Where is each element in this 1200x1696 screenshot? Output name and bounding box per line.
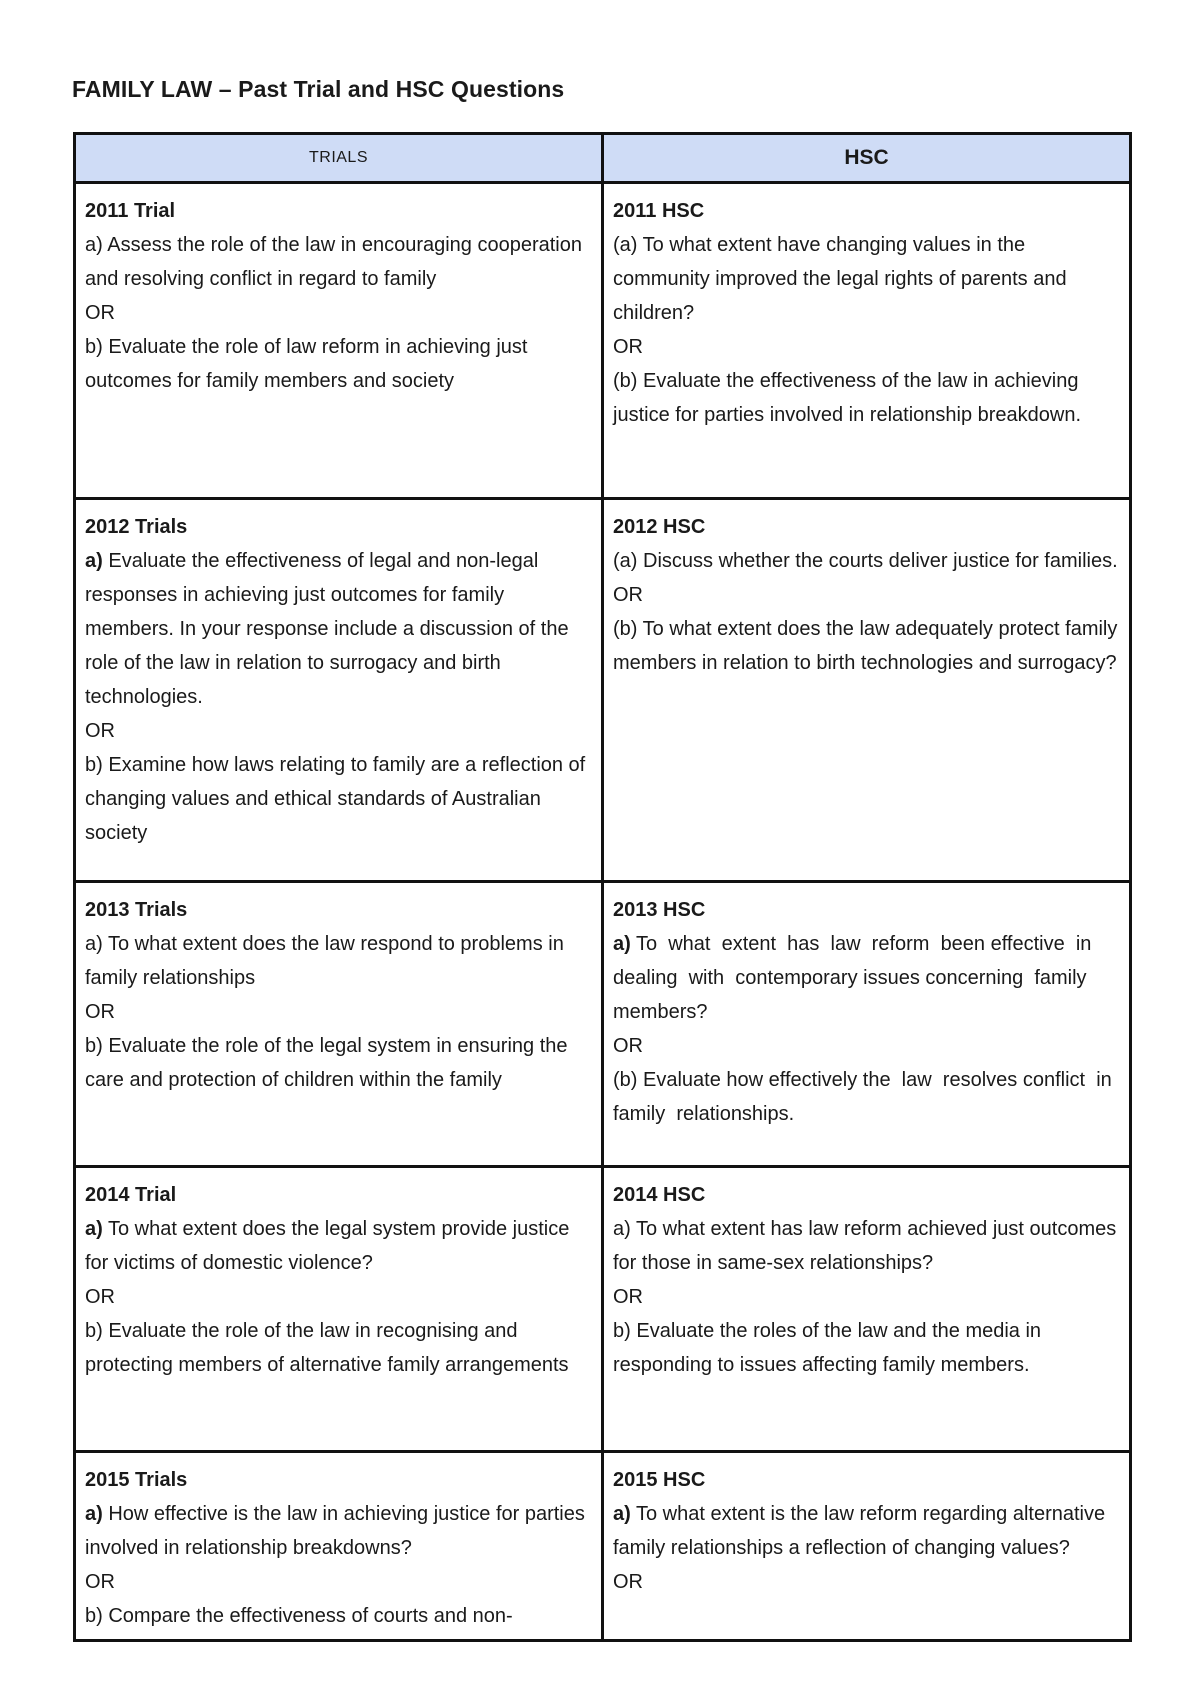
hsc-heading: 2014 HSC: [613, 1184, 706, 1206]
question-b: [85, 1314, 592, 1382]
question-label: b): [85, 754, 103, 776]
question-text: Evaluate the roles of the law and the media in responding to issues affecting family members.: [613, 1320, 1042, 1376]
table-row: [75, 183, 1131, 499]
table-row: [75, 1167, 1131, 1452]
question-a: [613, 1497, 1120, 1565]
or-separator: OR: [85, 302, 115, 324]
hsc-cell: [603, 183, 1131, 499]
or-separator: OR: [613, 336, 643, 358]
hsc-heading: 2011 HSC: [613, 200, 705, 222]
question-label: b): [85, 1605, 103, 1627]
question-text: Evaluate how effectively the law resolves conflict in family relationships.: [613, 1069, 1123, 1125]
hsc-cell: [603, 1167, 1131, 1452]
or-separator: OR: [85, 1571, 115, 1593]
question-label: b): [85, 1035, 103, 1057]
or-separator: OR: [613, 1571, 643, 1593]
trial-heading: 2012 Trials: [85, 516, 188, 538]
table-row: [75, 1452, 1131, 1641]
question-text: Assess the role of the law in encouraging cooperation and resolving conflict in regard to family: [85, 234, 582, 290]
question-text: To what extent does the law respond to problems in family relationships: [85, 933, 564, 989]
question-b: [613, 364, 1120, 432]
or-separator: OR: [613, 1286, 643, 1308]
question-text: How effective is the law in achieving justice for parties involved in relationship breakdowns?: [85, 1503, 585, 1559]
or-separator: OR: [85, 720, 115, 742]
question-label: a): [85, 550, 103, 572]
question-text: To what extent does the legal system provide justice for victims of domestic violence?: [85, 1218, 570, 1274]
question-label: a): [85, 234, 103, 256]
question-text: To what extent is the law reform regarding alternative family relationships a reflection of changing values?: [613, 1503, 1106, 1559]
hsc-cell: [603, 1452, 1131, 1641]
hsc-cell: [603, 882, 1131, 1167]
question-text: To what extent has law reform achieved just outcomes for those in same-sex relationships?: [613, 1218, 1117, 1274]
question-b: [613, 1063, 1123, 1131]
hsc-heading: 2013 HSC: [613, 899, 706, 921]
question-a: [85, 1497, 592, 1565]
question-b: [85, 1599, 592, 1633]
trial-heading: 2014 Trial: [85, 1184, 177, 1206]
question-a: [85, 544, 592, 714]
hsc-heading: 2012 HSC: [613, 516, 706, 538]
question-label: a): [613, 1503, 631, 1525]
question-label: b): [613, 1320, 631, 1342]
question-text: Examine how laws relating to family are a reflection of changing values and ethical standards of Australian society: [85, 754, 586, 844]
hsc-cell: [603, 499, 1131, 882]
trial-cell: [75, 499, 603, 882]
question-text: Evaluate the effectiveness of the law in achieving justice for parties involved in relationship breakdown.: [613, 370, 1082, 426]
question-b: [613, 1314, 1120, 1382]
table-row: [75, 499, 1131, 882]
question-label: (b): [613, 370, 638, 392]
table-row: [75, 882, 1131, 1167]
table-header-row: [75, 134, 1131, 183]
question-text: To what extent does the law adequately protect family members in relation to birth technologies and surrogacy?: [613, 618, 1118, 674]
question-b: [85, 1029, 592, 1097]
question-text: To what extent has law reform been effective in dealing with contemporary issues concerning family members?: [613, 933, 1103, 1023]
or-separator: OR: [613, 1035, 643, 1057]
question-label: a): [85, 1503, 103, 1525]
question-text: Evaluate the role of the law in recognising and protecting members of alternative family arrangements: [85, 1320, 569, 1376]
question-text: To what extent have changing values in the community improved the legal rights of parents and children?: [613, 234, 1067, 324]
hsc-heading: 2015 HSC: [613, 1469, 706, 1491]
trial-cell: [75, 1452, 603, 1641]
question-text: Evaluate the role of law reform in achieving just outcomes for family members and society: [85, 336, 528, 392]
trial-cell: [75, 882, 603, 1167]
question-a: [613, 544, 1120, 578]
questions-table: [73, 132, 1132, 1642]
question-b: [85, 748, 592, 850]
question-a: [85, 927, 592, 995]
question-text: Evaluate the role of the legal system in ensuring the care and protection of children within the family: [85, 1035, 568, 1091]
question-label: a): [85, 933, 103, 955]
question-a: [85, 1212, 592, 1280]
trial-heading: 2013 Trials: [85, 899, 188, 921]
trial-heading: 2015 Trials: [85, 1469, 188, 1491]
question-a: [613, 228, 1120, 330]
question-label: b): [85, 1320, 103, 1342]
page-title: FAMILY LAW – Past Trial and HSC Questions: [72, 76, 565, 102]
question-text: Compare the effectiveness of courts and non-: [102, 1605, 513, 1627]
question-text: Discuss whether the courts deliver justice for families.: [637, 550, 1118, 572]
question-b: [613, 612, 1120, 680]
question-a: [613, 927, 1120, 1029]
trial-heading: 2011 Trial: [85, 200, 176, 222]
question-a: [85, 228, 592, 296]
question-label: (b): [613, 1069, 638, 1091]
question-label: (b): [613, 618, 638, 640]
question-label: (a): [613, 234, 638, 256]
trial-cell: [75, 183, 603, 499]
question-label: a): [613, 1218, 631, 1240]
question-a: [613, 1212, 1120, 1280]
question-text: Evaluate the effectiveness of legal and non-legal responses in achieving just outcomes for family members. In your response include a discussion of the role of the law in relation to surrogacy and birth technologies.: [85, 550, 569, 708]
header-trials: TRIALS: [75, 134, 603, 183]
question-label: a): [85, 1218, 103, 1240]
question-b: [85, 330, 592, 398]
question-label: (a): [613, 550, 638, 572]
header-hsc: HSC: [603, 134, 1131, 183]
or-separator: OR: [613, 584, 643, 606]
trial-cell: [75, 1167, 603, 1452]
question-label: b): [85, 336, 103, 358]
or-separator: OR: [85, 1001, 115, 1023]
question-label: a): [613, 933, 631, 955]
or-separator: OR: [85, 1286, 115, 1308]
